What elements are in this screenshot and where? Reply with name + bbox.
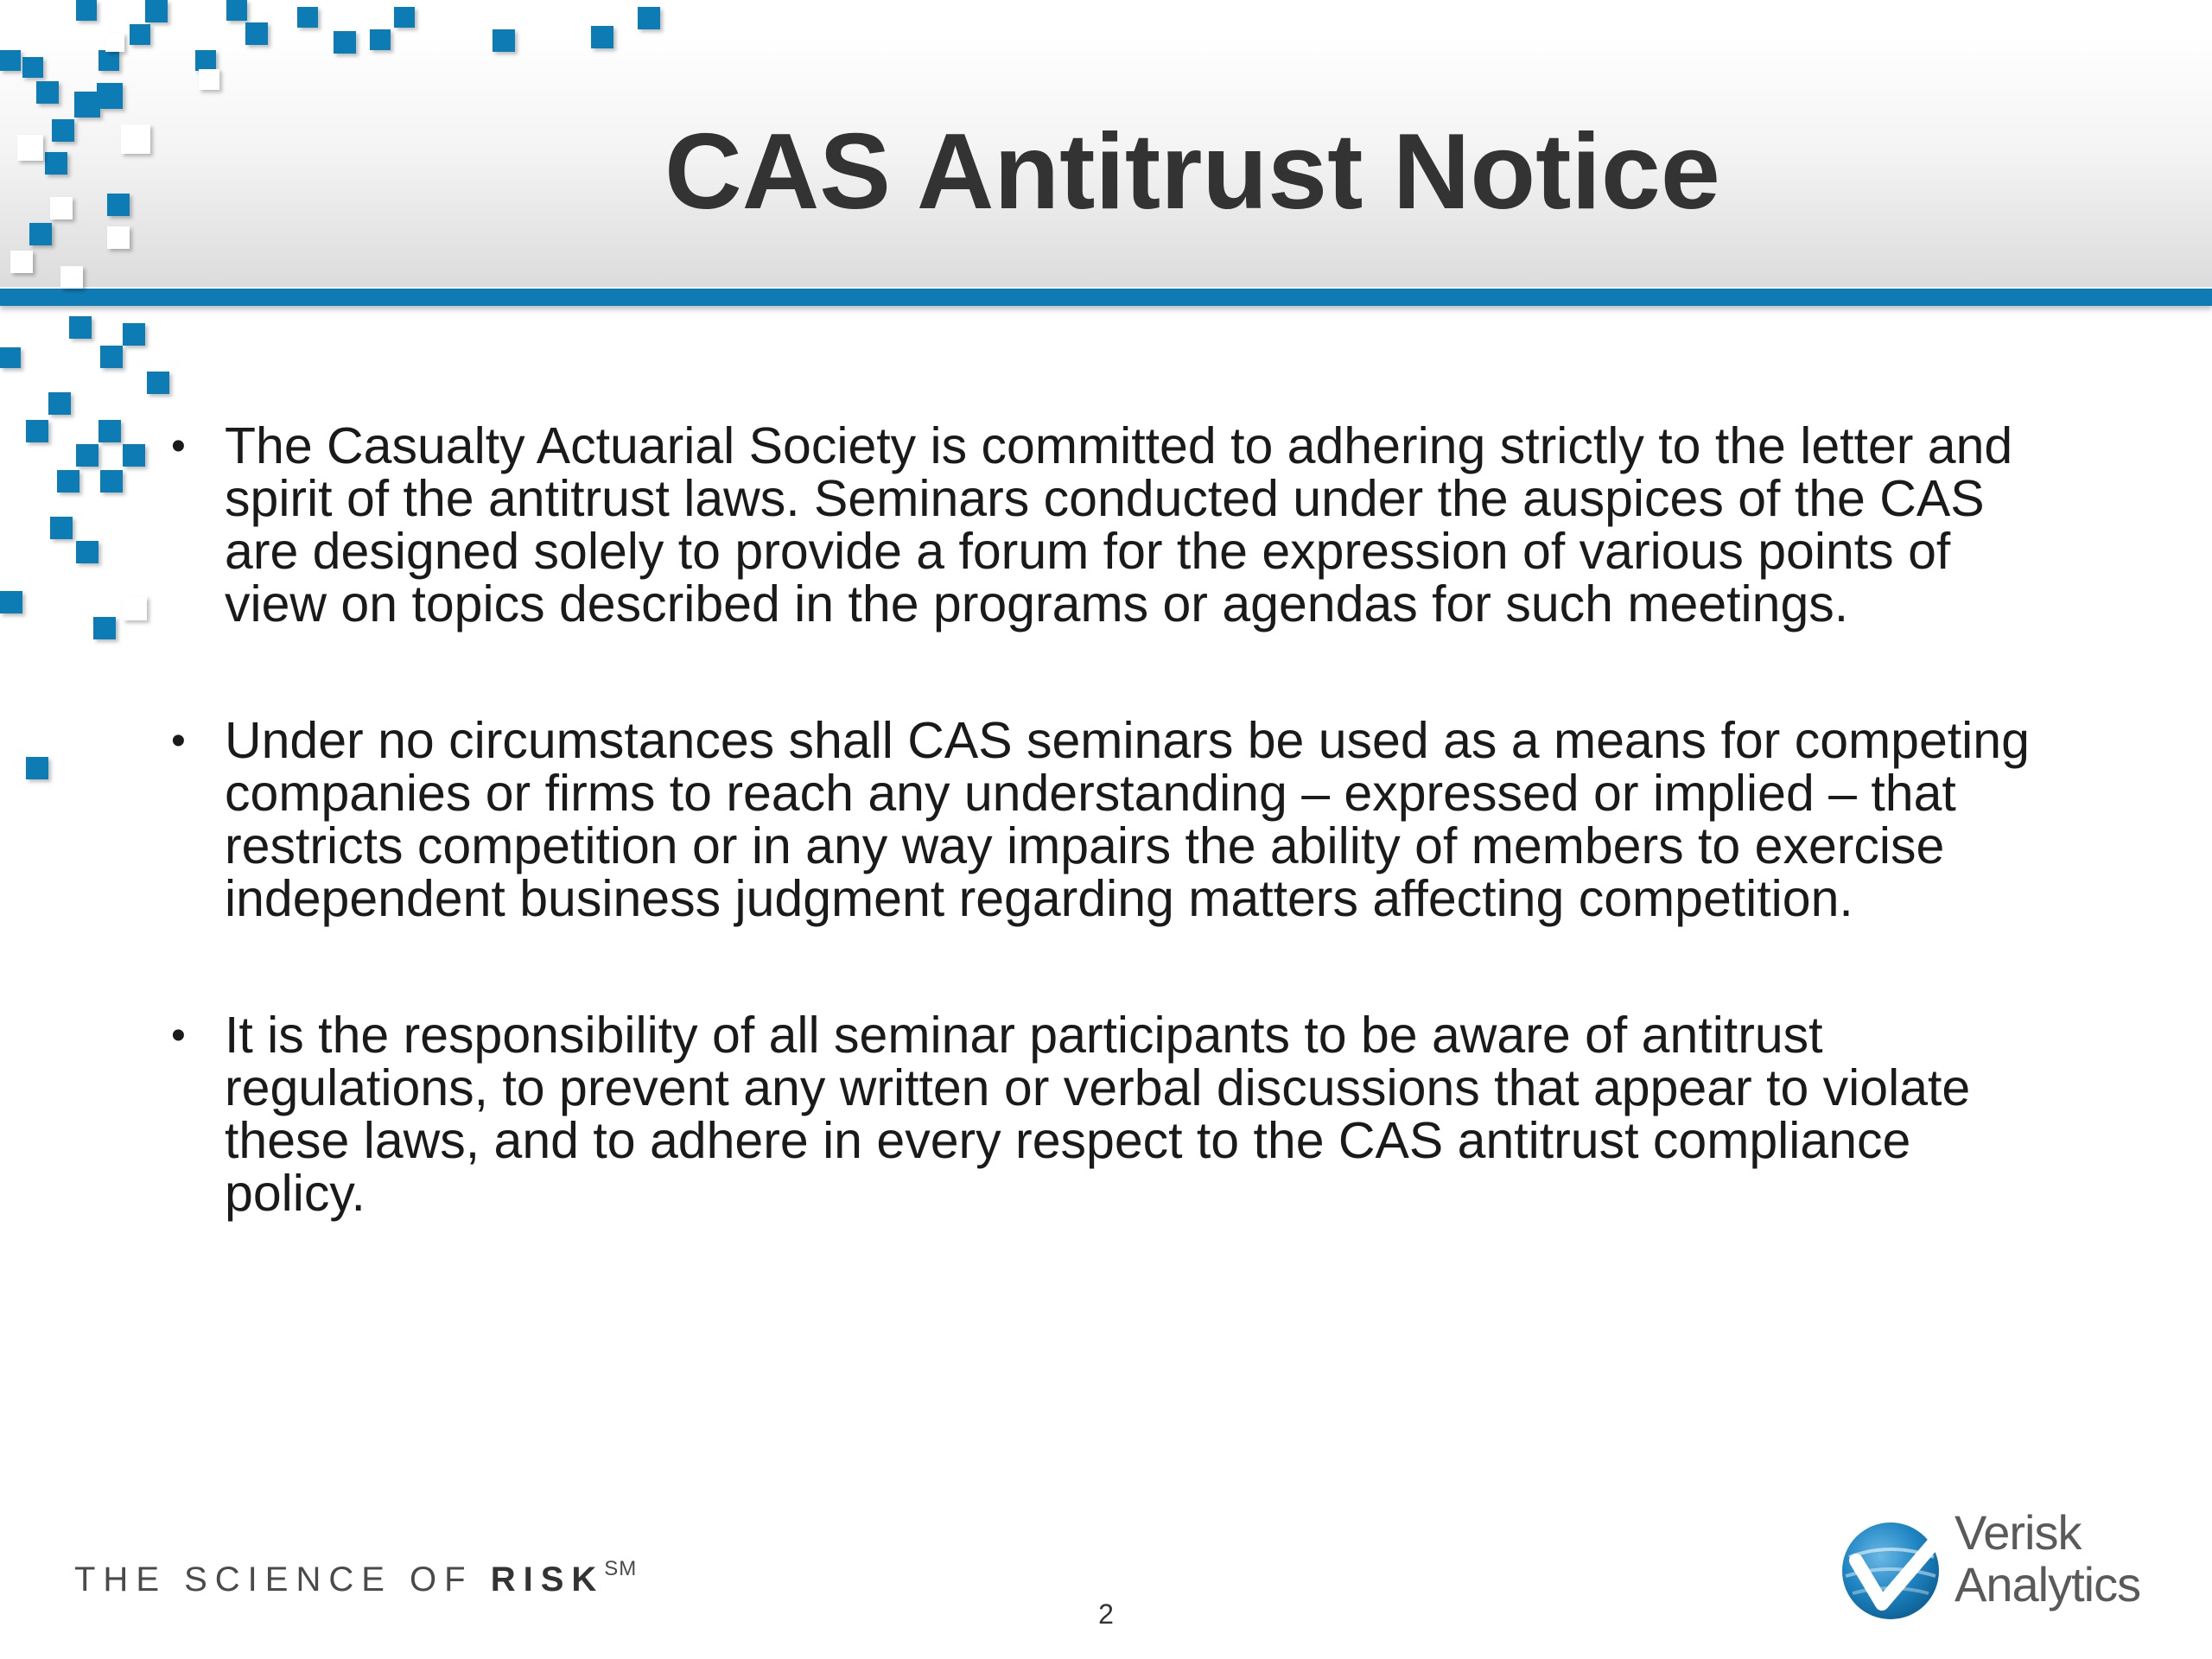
tagline-emphasis: RISK bbox=[490, 1560, 605, 1599]
logo-line-1: Verisk bbox=[1955, 1505, 2082, 1560]
bullet-text: It is the responsibility of all seminar participants to be aware of antitrust regulations, to prevent any written or verbal discussions that appear to violate these laws, and to adhere in every respect to the CAS antitrust compliance policy. bbox=[225, 1007, 1971, 1222]
bullet-item bbox=[166, 1009, 2050, 1220]
bullet-marker: • bbox=[171, 718, 186, 764]
bullet-item bbox=[166, 417, 2050, 632]
logo-line-2: Analytics bbox=[1955, 1557, 2141, 1611]
bullet-item bbox=[166, 712, 2050, 927]
tagline-prefix: THE SCIENCE OF bbox=[74, 1560, 491, 1599]
page-number: 2 bbox=[1098, 1599, 1114, 1630]
footer-tagline bbox=[74, 1557, 637, 1599]
slide-title: CAS Antitrust Notice bbox=[664, 112, 1720, 232]
service-mark: SM bbox=[604, 1557, 638, 1580]
bullet-list bbox=[166, 417, 2050, 1304]
bullet-text: Under no circumstances shall CAS seminars be used as a means for competing companies or firms to reach any understanding – expressed or implied – that restricts competition or in any way impairs the ability of members to exercise independent business judgment regarding matters affecting competition. bbox=[225, 712, 2030, 927]
bullet-marker: • bbox=[171, 423, 186, 469]
bullet-text: The Casualty Actuarial Society is committed to adhering strictly to the letter and spirit of the antitrust laws. Seminars conducted under the auspices of the CAS are designed solely to provide a forum for the expression of various points of view on topics described in the programs or agendas for such meetings. bbox=[225, 417, 2013, 632]
bullet-marker: • bbox=[171, 1013, 186, 1058]
verisk-analytics-logo-text bbox=[1955, 1507, 2140, 1611]
